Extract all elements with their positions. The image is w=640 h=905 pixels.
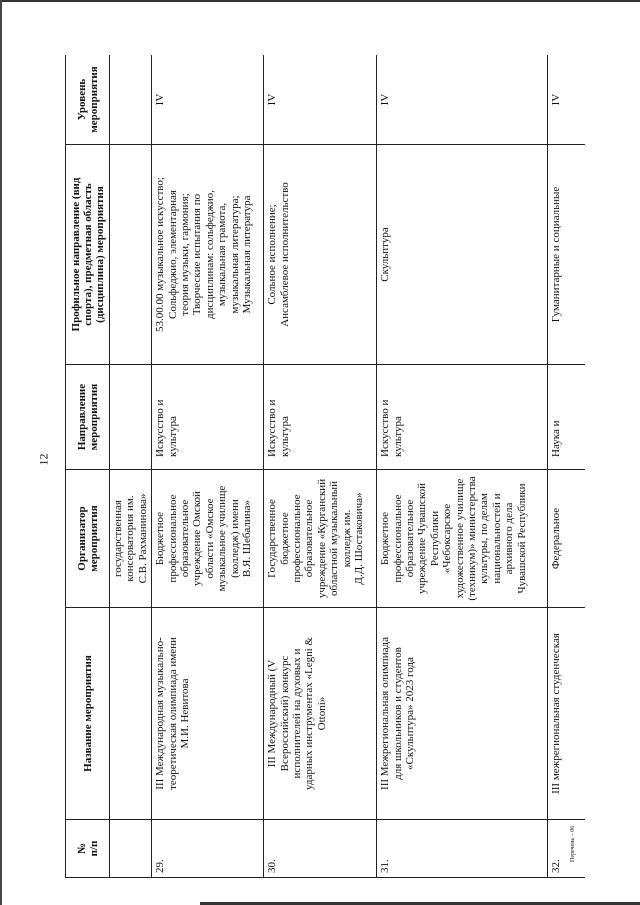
cell-level [110,55,152,145]
footer-label: Перечень – 06 [570,825,576,862]
cell-level: IV [264,55,377,145]
header-profile: Профильное направление (вид спорта), предметная область (дисциплина) мероприятия [66,145,110,365]
cell-direction: Искусство и культура [264,365,377,470]
table-row [264,55,377,878]
scan-edge-left [0,0,2,905]
header-direction: Направление мероприятия [66,365,110,470]
cell-name: III межрегиональная студенческая [548,608,585,820]
cell-num [110,820,152,878]
cell-level: IV [377,55,548,145]
table-row [377,55,548,878]
cell-profile [110,145,152,365]
cell-profile: Сольное исполнение; Ансамблевое исполнительство [264,145,377,365]
cell-name: III Межрегиональная олимпиада для школьников и студентов «Скульптура» 2023 года [377,608,548,820]
cell-num: 30. [264,820,377,878]
header-level: Уровень мероприятия [66,55,110,145]
cell-num: 32. [548,820,585,878]
cell-level: IV [548,55,585,145]
cell-level: IV [152,55,264,145]
header-num: № п/п [66,820,110,878]
header-name: Название мероприятия [66,608,110,820]
cell-name: III Международная музыкально- теоретическая олимпиада имени М.И. Невитова [152,608,264,820]
cell-organizer: Бюджетное профессиональное образовательное учреждение Омской области «Омское музыкальное училище (колледж) имени В.Я. Шебалина» [152,470,264,608]
events-table [65,55,585,878]
cell-direction: Наука и [548,365,585,470]
cell-num: 31. [377,820,548,878]
scan-edge-top [0,0,640,2]
cell-organizer: Федеральное [548,470,585,608]
page-number: 12 [36,453,51,466]
cell-direction: Искусство и культура [377,365,548,470]
cell-name: III Международный (V Всероссийский) конкурс исполнителей на духовых и ударных инструментах «Legni & Ottoni» [264,608,377,820]
cell-organizer: Бюджетное профессиональное образовательное учреждение Чувашской Республики «Чебоксарское художественное училище (техникум)» министерства культуры, по делам национальностей и архивного дела Чувашской Республики [377,470,548,608]
cell-name [110,608,152,820]
rotated-page-content [65,55,585,878]
table-row-continuation [110,55,152,878]
cell-direction: Искусство и культура [152,365,264,470]
cell-profile: 53.00.00 музыкальное искусство; Сольфеджио, элементарная теория музыки, гармония; Творческие испытания по дисциплинам: сольфеджио, музыкальная грамота, музыкальная литература; Музыкальная литература [152,145,264,365]
cell-organizer: государственная консерватория им. С.В. Рахманинова» [110,470,152,608]
header-organizer: Организатор мероприятия [66,470,110,608]
cell-num: 29. [152,820,264,878]
cell-profile: Гуманитарные и социальные [548,145,585,365]
cell-profile: Скульптура [377,145,548,365]
cell-organizer: Государственное бюджетное профессиональное образовательное учреждение «Курганский областной музыкальный колледж им. Д.Д. Шостаковича» [264,470,377,608]
table-row [548,55,585,878]
cell-direction [110,365,152,470]
table-header-row [66,55,110,878]
table-row [152,55,264,878]
